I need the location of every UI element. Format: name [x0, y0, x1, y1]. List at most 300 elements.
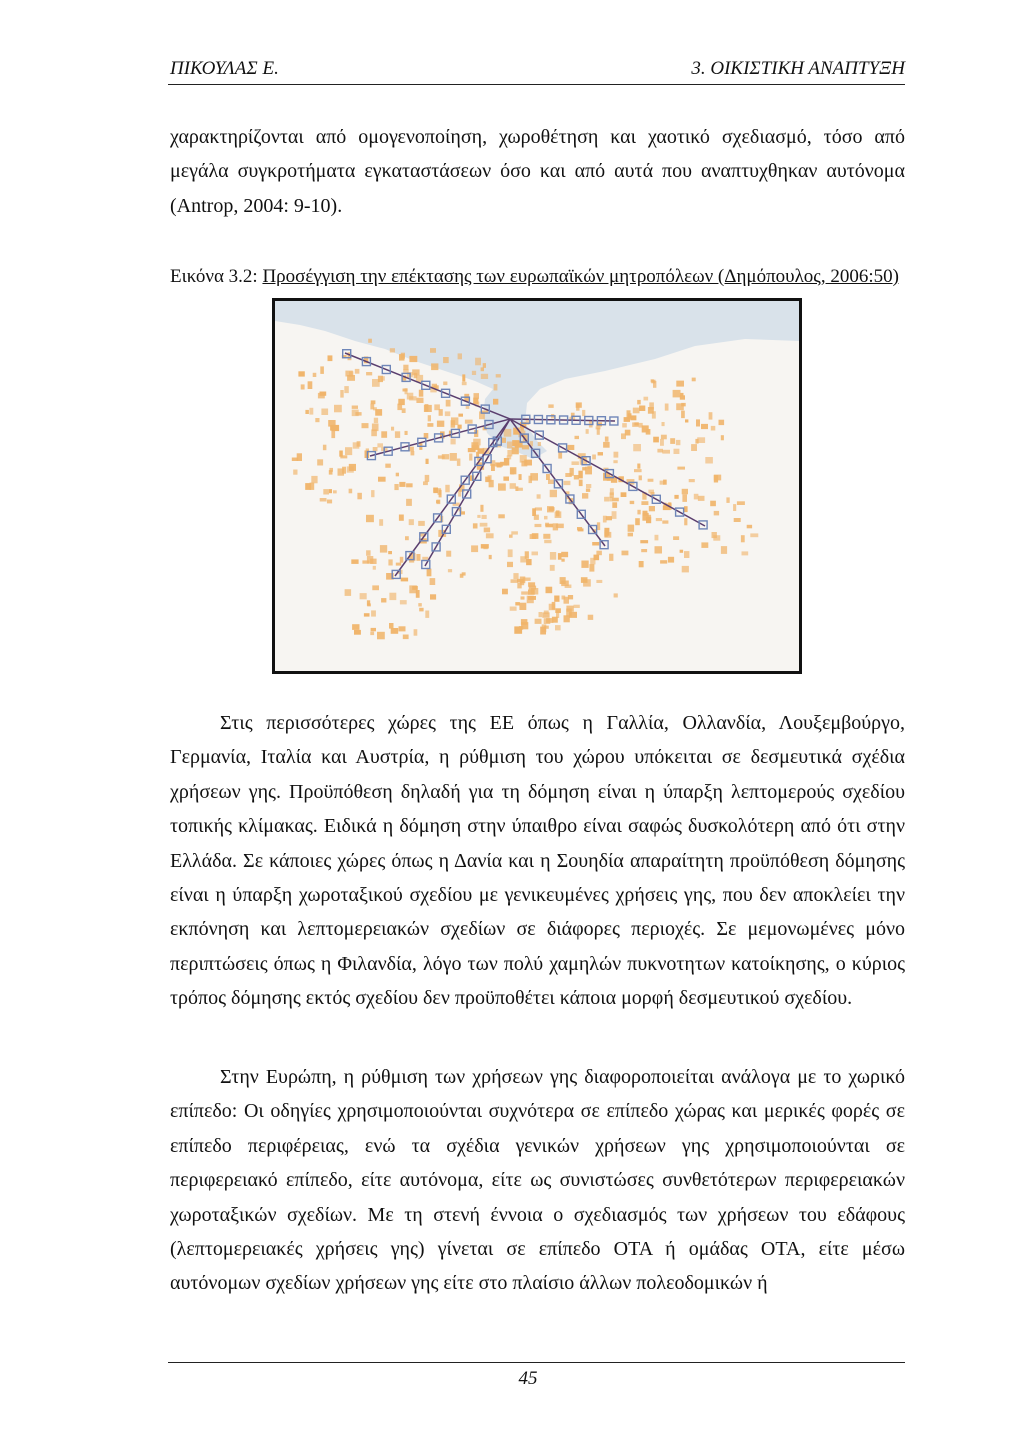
urban-block — [347, 466, 354, 472]
urban-block — [399, 515, 404, 521]
urban-block — [642, 513, 648, 521]
urban-block — [389, 593, 396, 600]
urban-block — [340, 390, 343, 398]
urban-block — [469, 454, 472, 461]
urban-block — [406, 499, 412, 506]
urban-block — [684, 518, 687, 525]
urban-block — [317, 459, 323, 465]
urban-block — [503, 477, 509, 481]
urban-block — [550, 490, 557, 497]
header-divider — [168, 84, 905, 85]
urban-block — [592, 542, 599, 546]
urban-block — [576, 404, 579, 411]
urban-block — [405, 431, 408, 435]
urban-block — [327, 500, 332, 504]
urban-block — [402, 408, 406, 413]
urban-block — [473, 523, 478, 528]
urban-block — [423, 481, 428, 485]
urban-block — [565, 585, 572, 589]
urban-block — [409, 356, 417, 362]
urban-block — [660, 481, 665, 485]
urban-block — [682, 489, 688, 495]
urban-block — [508, 549, 513, 557]
urban-block — [345, 589, 352, 596]
urban-block — [535, 507, 542, 510]
urban-block — [293, 470, 297, 475]
urban-block — [665, 404, 669, 411]
urban-block — [498, 514, 505, 518]
urban-block — [682, 566, 689, 573]
urban-block — [613, 460, 617, 463]
urban-block — [676, 381, 684, 387]
urban-block — [494, 384, 498, 390]
paragraph-eu-land-use: Στις περισσότερες χώρες της ΕΕ όπως η Γαλλία, Ολλανδία, Λουξεμβούργο, Γερμανία, Ιταλία και Αυστρία, η ρύθμιση του χώρου υπόκειται σε δεσμευτικά σχέδια χρήσεων γης. Προϋπόθεση δηλαδή για τη δόμηση είναι η ύπαρξη λεπτομερούς σχεδίου τοπικής κλίμακας. Ειδικά η δόμηση στην ύπαιθρο είναι σαφώς δυσκολότερη από ότι στην Ελλάδα. Σε κάποιες χώρες όπως η Δανία και η Σουηδία απαραίτητη προϋπόθεση δόμησης είναι η ύπαρξη χωροταξικού σχεδίου με γενικευμένες χρήσεις γης, που δεν αποκλείει την εκπόνηση και λεπτομερειακών σχεδίων σε διάφορες περιοχές. Σε μεμονωμένες μόνο περιπτώσεις όπως η Φιλανδία, λόγο των πολύ χαμηλών πυκνοτητων κατοίκησης, ο κύριος τρόπος δόμησης εκτός σχεδίου δεν προϋποθέτει κάποια μορφή δεσμευτικού σχεδίου. — [170, 712, 905, 1010]
urban-block — [424, 405, 432, 412]
urban-block — [502, 438, 506, 443]
urban-block — [462, 382, 467, 385]
urban-block — [518, 488, 523, 491]
urban-block — [656, 518, 662, 521]
urban-block — [649, 402, 654, 409]
urban-block — [610, 488, 614, 495]
urban-block — [399, 354, 405, 361]
urban-block — [418, 603, 422, 606]
urban-block — [345, 447, 352, 455]
urban-block — [549, 604, 555, 611]
urban-block — [377, 632, 385, 640]
urban-block — [542, 612, 549, 617]
urban-block — [403, 635, 409, 640]
urban-block — [572, 461, 579, 465]
urban-block — [475, 358, 481, 366]
urban-block — [543, 534, 550, 539]
urban-block — [583, 579, 591, 586]
urban-block — [297, 453, 302, 461]
urban-block — [680, 550, 684, 553]
urban-block — [519, 603, 526, 610]
urban-block — [604, 528, 609, 536]
urban-block — [368, 339, 372, 343]
urban-block — [411, 451, 415, 455]
urban-block — [655, 546, 663, 553]
figure-caption — [170, 266, 910, 288]
urban-block — [660, 439, 664, 446]
urban-block — [609, 554, 613, 561]
urban-block — [553, 523, 558, 530]
urban-block — [520, 577, 526, 584]
urban-block — [578, 528, 584, 531]
urban-block — [448, 569, 452, 572]
urban-block — [582, 410, 585, 416]
urban-block — [621, 492, 627, 497]
urban-block — [391, 427, 394, 431]
urban-block — [603, 442, 610, 448]
urban-block — [481, 367, 484, 371]
urban-block — [428, 415, 431, 421]
urban-block — [714, 475, 721, 481]
urban-block — [425, 475, 430, 482]
urban-block — [507, 562, 513, 567]
urban-block — [648, 479, 654, 482]
urban-block — [741, 535, 745, 542]
urban-block — [352, 406, 358, 409]
urban-block — [555, 625, 561, 630]
urban-block — [649, 506, 655, 511]
urban-block — [698, 496, 705, 501]
urban-block — [443, 382, 447, 386]
urban-block — [360, 593, 367, 599]
urban-block — [606, 516, 612, 520]
urban-block — [409, 519, 414, 525]
urban-block — [514, 626, 522, 633]
urban-block — [399, 626, 406, 631]
urban-block — [596, 426, 601, 429]
urban-block — [472, 371, 476, 375]
urban-block — [450, 453, 457, 461]
urban-block — [374, 418, 378, 423]
urban-block — [635, 518, 640, 525]
urban-block — [603, 516, 607, 523]
urban-block — [380, 545, 387, 553]
urban-block — [612, 502, 617, 508]
urban-block — [298, 371, 304, 376]
urban-block — [366, 550, 371, 556]
urban-block — [471, 442, 478, 449]
urban-block — [521, 461, 527, 466]
urban-block — [364, 613, 370, 616]
urban-block — [614, 593, 618, 597]
urban-block — [507, 442, 513, 449]
urban-block — [586, 484, 591, 488]
urban-block — [628, 533, 633, 537]
urban-block — [416, 554, 420, 561]
urban-block — [372, 585, 379, 590]
urban-block — [396, 473, 399, 477]
urban-block — [566, 606, 573, 612]
urban-block — [462, 572, 466, 575]
urban-block — [414, 373, 418, 378]
urban-block — [535, 524, 542, 527]
urban-block — [370, 632, 374, 636]
urban-block — [641, 549, 647, 552]
urban-block — [597, 522, 600, 530]
urban-block — [477, 515, 480, 518]
urban-block — [310, 483, 315, 490]
urban-block — [340, 455, 347, 458]
urban-block — [400, 600, 407, 604]
urban-block — [567, 445, 574, 450]
urban-block — [498, 483, 506, 490]
urban-block — [483, 546, 487, 549]
urban-block — [414, 629, 418, 636]
urban-block — [747, 525, 752, 529]
urban-block — [589, 564, 594, 572]
urban-block — [668, 557, 674, 563]
urban-block — [323, 445, 327, 451]
urban-block — [655, 535, 659, 541]
urban-block — [433, 488, 438, 494]
urban-block — [416, 398, 423, 403]
urban-block — [709, 412, 713, 419]
urban-block — [377, 443, 383, 447]
urban-block — [660, 560, 667, 563]
urban-block — [379, 519, 383, 526]
urban-block — [556, 611, 559, 618]
urban-block — [349, 489, 353, 494]
paragraph-intro: χαρακτηρίζονται από ομογενοποίηση, χωροθέτηση και χαοτικό σχεδιασμό, τόσο από μεγάλα συγκροτήματα εγκαταστάσεων όσο και από αυτά που αναπτυχθηκαν αυτόνομα (Antrop, 2004: 9-10). — [170, 126, 905, 217]
urban-block — [397, 404, 402, 411]
urban-block — [445, 485, 449, 493]
urban-block — [362, 560, 369, 563]
urban-block — [713, 535, 720, 541]
urban-block — [540, 627, 546, 635]
urban-block — [378, 477, 386, 482]
urban-block — [352, 624, 359, 630]
urban-block — [510, 483, 516, 489]
header-chapter: 3. ΟΙΚΙΣΤΙΚΗ ΑΝΑΠΤΥΞΗ — [691, 58, 905, 79]
urban-block — [331, 431, 335, 439]
urban-block — [353, 442, 360, 448]
urban-block — [750, 533, 758, 537]
header-author: ΠΙΚΟΥΛΑΣ Ε. — [170, 58, 279, 79]
urban-block — [662, 422, 665, 426]
urban-block — [496, 374, 501, 377]
urban-block — [555, 511, 562, 518]
urban-block — [581, 561, 588, 568]
urban-block — [511, 579, 519, 583]
urban-block — [419, 390, 424, 397]
urban-block — [371, 490, 374, 497]
figure-caption-text: Προσέγγιση την επέκτασης των ευρωπαϊκών μητροπόλεων (Δημόπουλος, 2006:50) — [262, 266, 899, 287]
urban-block — [532, 533, 539, 539]
urban-block — [510, 467, 517, 474]
urban-block — [682, 494, 687, 502]
urban-block — [388, 551, 392, 554]
urban-block — [507, 450, 512, 456]
urban-block — [733, 504, 736, 511]
urban-block — [546, 587, 553, 594]
urban-block — [614, 452, 619, 458]
urban-block — [509, 535, 513, 538]
urban-block — [695, 439, 698, 444]
urban-block — [594, 555, 600, 561]
urban-block — [457, 459, 461, 466]
urban-block — [333, 490, 337, 493]
urban-block — [430, 594, 436, 599]
urban-block — [605, 437, 609, 442]
urban-block — [574, 605, 580, 608]
urban-block — [737, 501, 745, 505]
urban-block — [395, 431, 400, 438]
urban-block — [544, 516, 548, 520]
urban-block — [481, 374, 488, 379]
figure-caption-prefix: Εικόνα 3.2: — [170, 266, 263, 287]
urban-block — [315, 418, 319, 422]
urban-block — [719, 420, 725, 425]
urban-block — [622, 551, 629, 556]
urban-block — [321, 409, 328, 416]
urban-block — [510, 607, 517, 611]
urban-block — [630, 501, 635, 504]
urban-block — [329, 489, 332, 493]
urban-block — [633, 444, 641, 451]
urban-block — [381, 598, 386, 602]
urban-block — [443, 357, 449, 363]
urban-block — [323, 489, 329, 494]
urban-block — [561, 559, 564, 562]
urban-block — [511, 531, 518, 534]
urban-block — [409, 585, 417, 593]
urban-block — [640, 540, 648, 543]
urban-block — [389, 623, 394, 629]
urban-block — [407, 393, 414, 400]
urban-block — [347, 375, 355, 381]
urban-block — [674, 495, 678, 499]
urban-block — [548, 404, 553, 408]
urban-block — [522, 445, 529, 449]
urban-block — [311, 476, 317, 483]
urban-block — [480, 523, 488, 527]
urban-block — [565, 473, 572, 477]
urban-block — [721, 546, 727, 554]
urban-block — [462, 374, 465, 381]
urban-block — [691, 444, 697, 451]
urban-block — [405, 536, 409, 540]
urban-block — [564, 481, 571, 485]
urban-block — [544, 540, 551, 543]
urban-block — [427, 569, 432, 577]
urban-block — [558, 553, 562, 560]
urban-block — [582, 467, 586, 470]
urban-block — [434, 404, 440, 410]
urban-block — [427, 423, 433, 427]
urban-block — [515, 602, 520, 605]
urban-block — [391, 628, 399, 634]
urban-block — [575, 436, 580, 439]
urban-block — [482, 515, 487, 519]
urban-block — [644, 397, 649, 401]
urban-block — [334, 405, 342, 413]
page-number: 45 — [518, 1368, 538, 1389]
urban-block — [538, 442, 541, 446]
urban-block — [684, 551, 689, 558]
urban-block — [545, 523, 549, 526]
urban-block — [628, 525, 635, 532]
urban-block — [436, 500, 440, 503]
urban-block — [604, 497, 609, 502]
urban-block — [588, 615, 594, 620]
urban-block — [330, 425, 338, 430]
urban-block — [491, 464, 495, 471]
urban-block — [653, 437, 659, 443]
urban-block — [639, 406, 645, 412]
urban-block — [381, 431, 387, 438]
urban-block — [579, 480, 583, 487]
urban-block — [484, 528, 490, 533]
urban-block — [661, 435, 667, 440]
urban-block — [641, 501, 648, 505]
urban-block — [657, 449, 663, 453]
urban-block — [705, 457, 713, 464]
urban-block — [546, 474, 550, 480]
urban-block — [564, 597, 570, 604]
urban-block — [388, 559, 392, 565]
urban-block — [685, 419, 688, 422]
urban-block — [673, 536, 679, 540]
urban-block — [489, 555, 492, 559]
urban-block — [373, 566, 376, 570]
urban-block — [592, 455, 596, 460]
urban-block — [313, 373, 317, 377]
urban-block — [385, 464, 391, 468]
urban-block — [564, 615, 570, 622]
urban-block — [367, 603, 371, 606]
urban-block — [400, 557, 404, 563]
urban-block — [471, 545, 478, 552]
urban-block — [373, 447, 378, 451]
urban-block — [530, 473, 538, 481]
urban-block — [527, 596, 534, 604]
urban-block — [497, 463, 502, 467]
urban-block — [320, 366, 324, 374]
urban-block — [305, 410, 309, 414]
urban-block — [674, 449, 680, 454]
urban-block — [637, 464, 640, 469]
urban-block — [418, 521, 425, 526]
urban-block — [366, 372, 372, 375]
urban-block — [586, 429, 589, 434]
urban-block — [598, 452, 603, 455]
urban-block — [554, 596, 559, 602]
urban-block — [480, 505, 483, 512]
urban-block — [329, 470, 333, 475]
urban-block — [425, 611, 429, 618]
urban-block — [512, 447, 519, 454]
metropolis-map — [275, 301, 799, 671]
urban-block — [526, 559, 532, 565]
urban-block — [351, 559, 358, 564]
urban-block — [652, 411, 656, 418]
urban-block — [532, 552, 539, 556]
urban-block — [394, 484, 398, 490]
urban-block — [701, 424, 708, 429]
urban-block — [474, 393, 480, 399]
urban-block — [639, 561, 644, 567]
urban-block — [357, 493, 362, 500]
urban-block — [352, 410, 359, 417]
urban-block — [458, 425, 462, 429]
urban-block — [612, 511, 617, 519]
urban-block — [371, 610, 376, 616]
urban-block — [438, 488, 442, 495]
urban-block — [639, 475, 642, 480]
urban-block — [445, 411, 451, 416]
urban-block — [560, 577, 566, 584]
urban-block — [519, 474, 522, 480]
urban-block — [328, 355, 333, 361]
urban-block — [513, 573, 518, 579]
urban-block — [301, 384, 305, 389]
urban-block — [625, 430, 631, 436]
urban-block — [578, 471, 582, 479]
urban-block — [371, 400, 376, 404]
urban-block — [676, 403, 684, 410]
urban-block — [520, 556, 526, 562]
urban-block — [493, 399, 498, 405]
urban-block — [582, 493, 588, 499]
urban-block — [521, 591, 528, 594]
urban-block — [521, 619, 528, 625]
